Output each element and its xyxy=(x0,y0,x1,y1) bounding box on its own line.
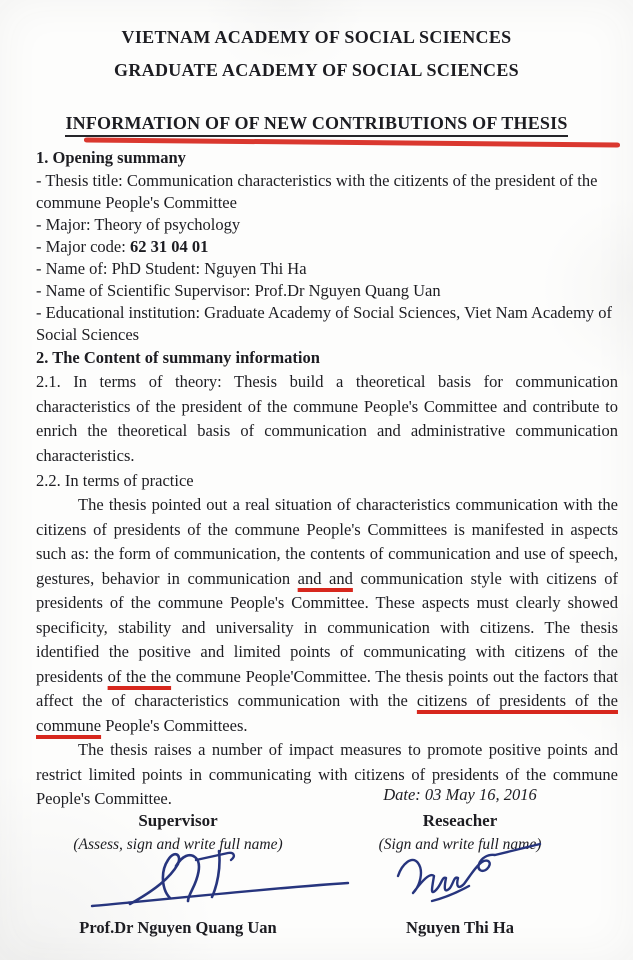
researcher-name: Nguyen Thi Ha xyxy=(406,918,514,937)
text-segment: communication style with citizens of presidents of the commune People's Committee. These aspects must clearly showed specificity, stability and universality in communication with citizens. The thesis identified the positive and limited points of communicating with citizens of the presidents xyxy=(36,568,618,686)
major-item xyxy=(36,214,618,236)
text-segment: - Major code: xyxy=(36,237,130,256)
major-code-item xyxy=(36,236,618,258)
institution-header xyxy=(0,27,633,93)
text-segment: The thesis pointed out a real situation of characteristics communication with the citizens of presidents of the commune People's Committees is manifested in aspects such as: the form of communication, the contents of communication and use of speech, gestures, behavior in communication xyxy=(36,495,618,588)
text-segment-bold: 62 31 04 01 xyxy=(129,237,209,256)
text-segment: - Educational institution: Graduate Academy of Social Sciences, Viet Nam Academy of Social Sciences xyxy=(36,303,613,344)
text-segment: 2.1. In terms of theory: Thesis build a theoretical basis for communication characteristics of the president of the commune People's Committee and contribute to enrich the theoretical basis of communication and administrative communication characteristics. xyxy=(36,372,618,465)
paragraph-practice xyxy=(36,493,618,738)
text-segment: - Name of Scientific Supervisor: Prof.Dr Nguyen Quang Uan xyxy=(36,281,441,300)
phd-student-item xyxy=(36,258,618,280)
document-body xyxy=(36,146,618,812)
supervisor-instruction-note: (Assess, sign and write full name) xyxy=(73,836,283,853)
institution-item xyxy=(36,302,618,346)
text-segment: commune People'Committee. The thesis points out the factors that affect the of characteristics communication with the xyxy=(36,666,618,710)
supervisor-name: Prof.Dr Nguyen Quang Uan xyxy=(79,918,277,937)
text-segment-redline: citizens of presidents of the commune xyxy=(36,691,618,735)
researcher-signoff-column xyxy=(350,810,570,938)
thesis-title-item xyxy=(36,170,618,214)
supervisor-role-label: Supervisor xyxy=(138,811,218,830)
section-2-2-heading: 2.2. In terms of practice xyxy=(36,471,194,490)
researcher-role-label: Reseacher xyxy=(422,811,498,830)
institution-line-1: VIETNAM ACADEMY OF SOCIAL SCIENCES xyxy=(121,27,512,47)
text-segment: - Thesis title: Communication characteristics with the citizents of the president of the commune People's Committee xyxy=(36,171,598,212)
institution-line-2: GRADUATE ACADEMY OF SOCIAL SCIENCES xyxy=(114,60,519,80)
text-segment: People's Committees. xyxy=(101,715,248,735)
document-title: INFORMATION OF OF NEW CONTRIBUTIONS OF THESIS xyxy=(65,113,567,137)
text-segment: - Name of: PhD Student: Nguyen Thi Ha xyxy=(36,259,307,278)
section-1-heading: 1. Opening summany xyxy=(36,148,186,167)
section-2-heading: 2. The Content of summany information xyxy=(36,348,320,367)
document-title-block xyxy=(0,113,633,137)
supervisor-item xyxy=(36,280,618,302)
supervisor-signoff-column xyxy=(38,810,318,938)
text-segment: The thesis raises a number of impact measures to promote positive points and restrict limited points in communicating with citizens of presidents of the commune People's Committee. xyxy=(36,740,618,808)
researcher-instruction-note: (Sign and write full name) xyxy=(378,836,542,853)
text-segment-redline: of the the xyxy=(107,666,172,686)
text-segment-redline: and and xyxy=(297,568,353,588)
text-segment: - Major: Theory of psychology xyxy=(36,215,241,234)
paragraph-theory xyxy=(36,370,618,468)
date-line: Date: 03 May 16, 2016 xyxy=(383,785,537,804)
